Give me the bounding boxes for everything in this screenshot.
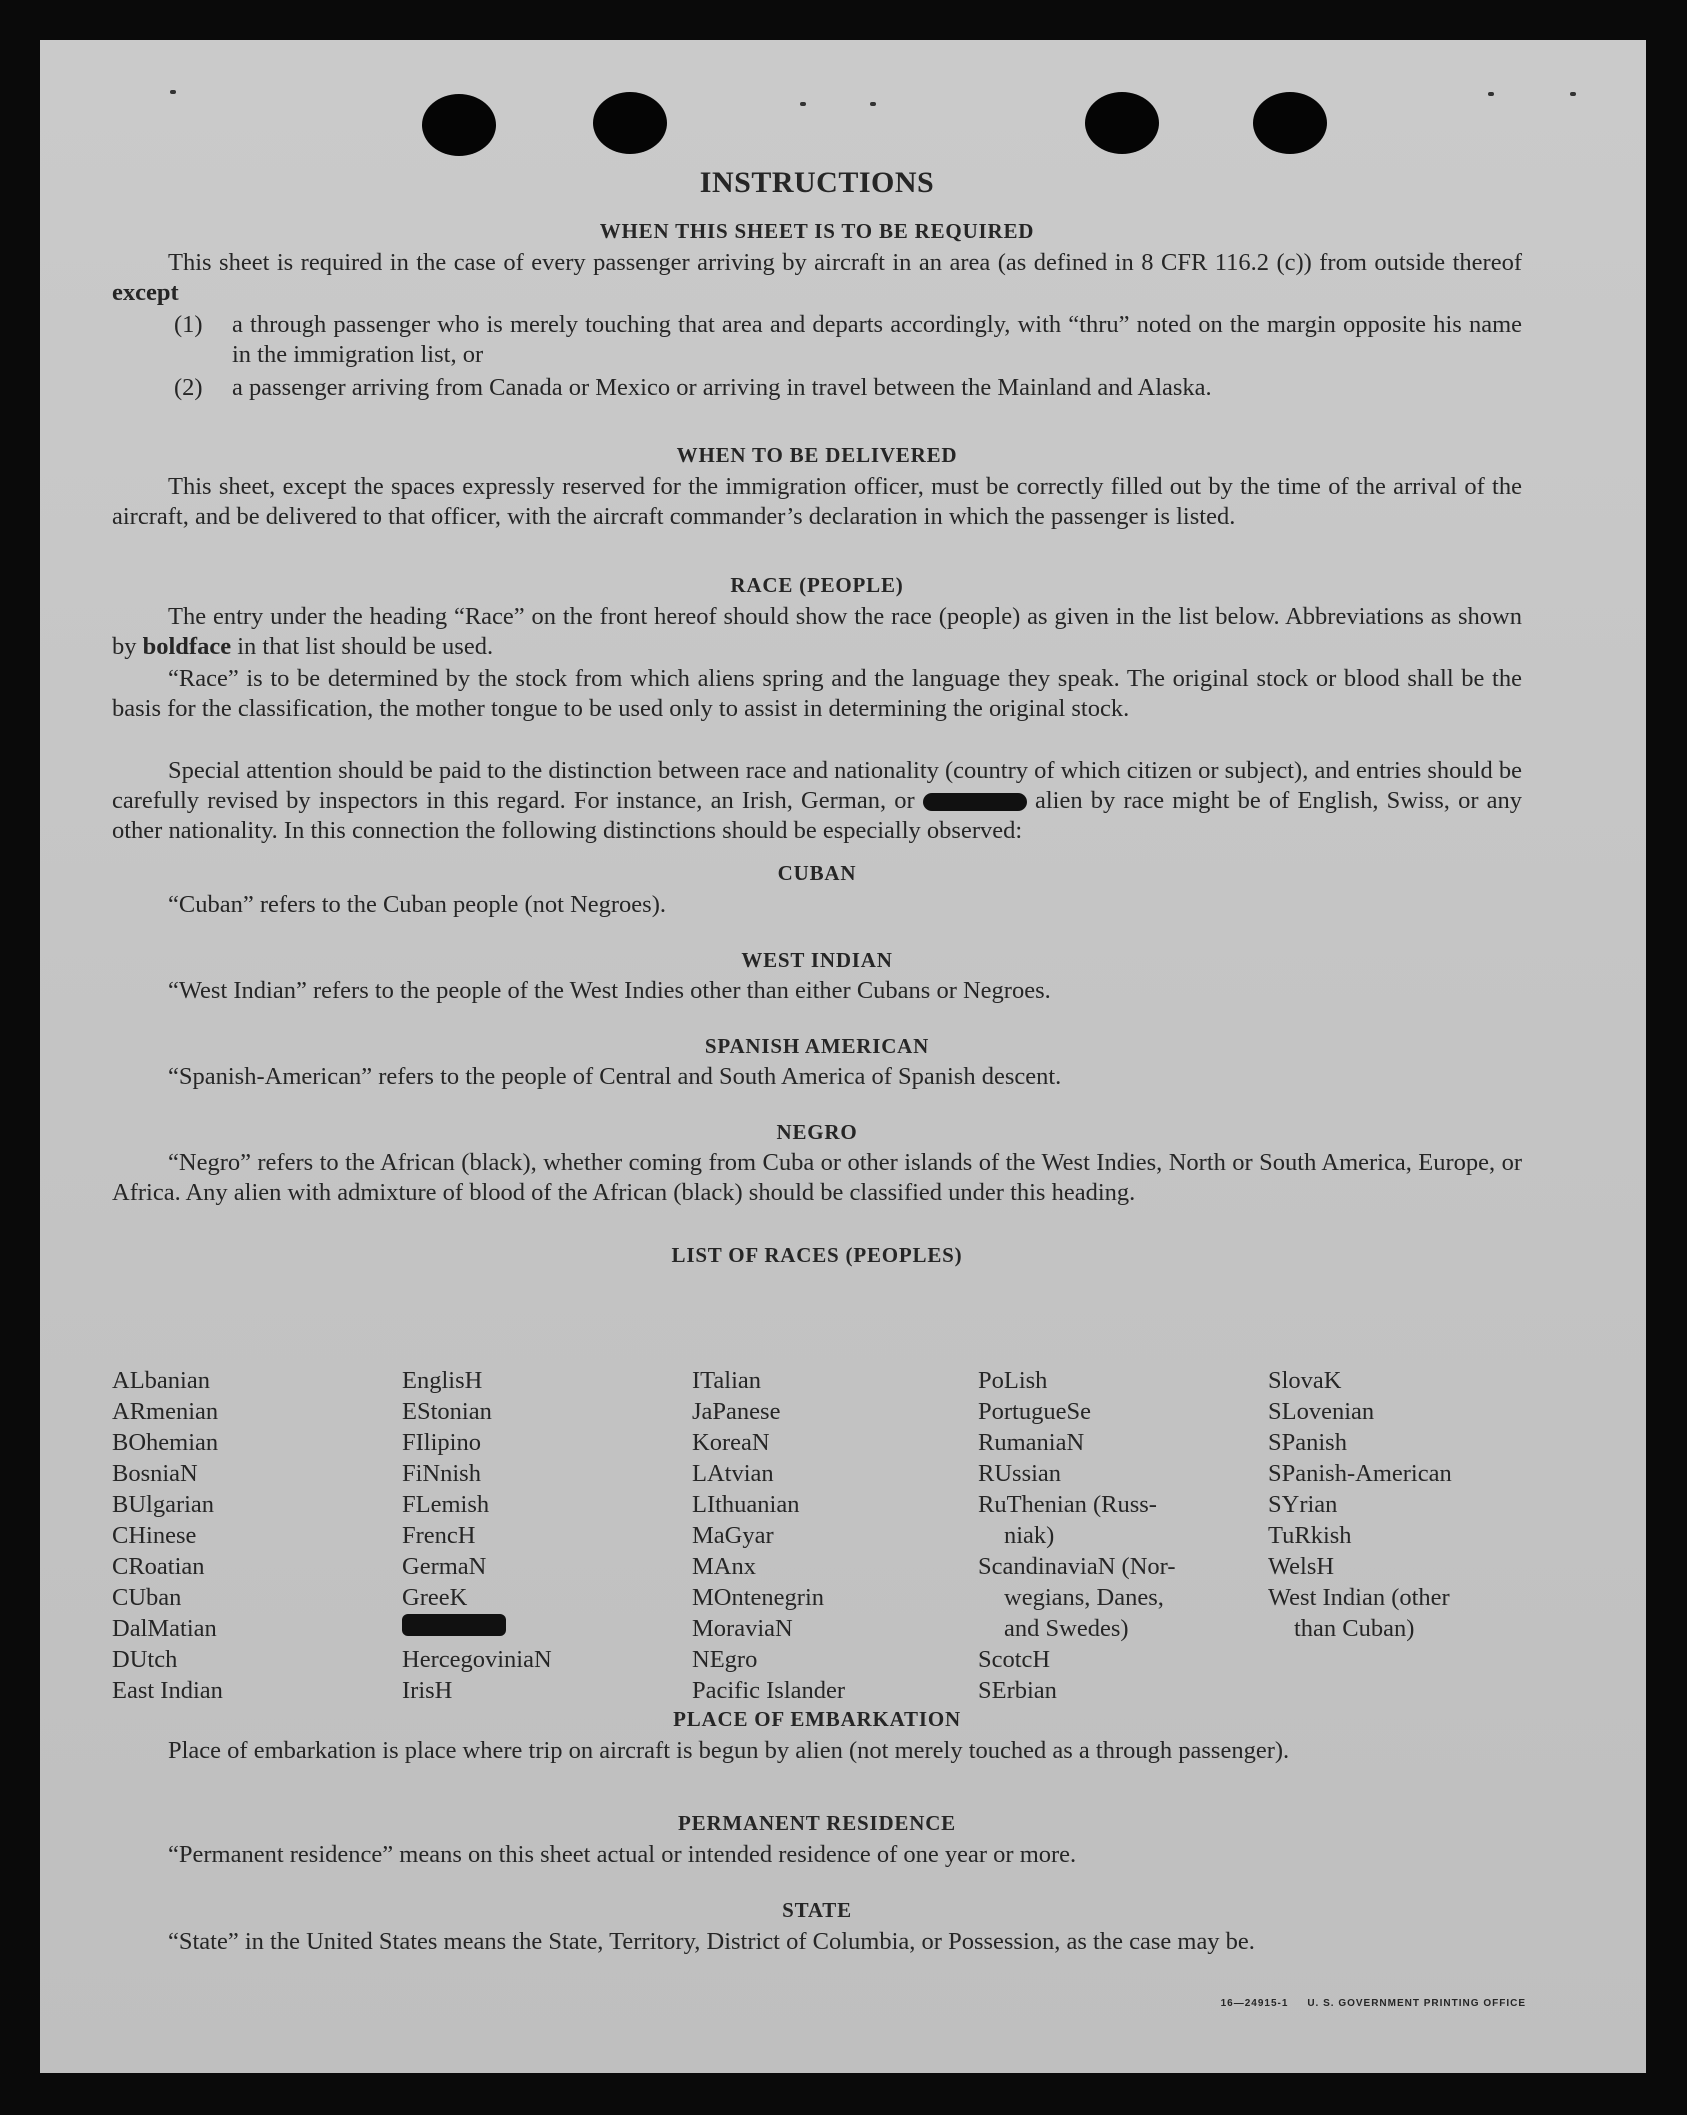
heading-west-indian: WEST INDIAN: [741, 948, 893, 972]
heading-embarkation: PLACE OF EMBARKATION: [673, 1707, 961, 1731]
race-entry: ScandinaviaN (Nor-: [978, 1553, 1176, 1580]
race-entry: West Indian (other: [1268, 1584, 1450, 1611]
race-entry: SlovaK: [1268, 1367, 1342, 1394]
race-entry: ARmenian: [112, 1398, 219, 1425]
race-entry: SLovenian: [1268, 1398, 1375, 1425]
when-required-intro: This sheet is required in the case of every passenger arriving by aircraft in an area (as defined in 8 CFR 116.2 (c)) from outside thereof except: [112, 249, 1522, 306]
race-paragraph-1: The entry under the heading “Race” on the front hereof should show the race (people) as given in the list below. Abbreviations as shown by boldface in that list should be used.: [112, 603, 1522, 660]
race-entry: RUssian: [978, 1460, 1062, 1487]
race-entry: Pacific Islander: [692, 1677, 846, 1704]
race-entry: GermaN: [402, 1553, 487, 1580]
race-entry-continued: than Cuban): [1294, 1615, 1415, 1642]
document-page: [40, 40, 1646, 2073]
form-number: 16—24915-1: [1220, 1998, 1289, 2009]
race-entry: LIthuanian: [692, 1491, 800, 1518]
race-entry: FiNnish: [402, 1460, 481, 1487]
west-indian-text: “West Indian” refers to the people of the West Indies other than either Cubans or Negroes.: [168, 977, 1051, 1004]
punch-hole: [1253, 92, 1327, 154]
race-entry: SPanish: [1268, 1429, 1347, 1456]
race-entry: ITalian: [692, 1367, 762, 1394]
race-column-2: [402, 1366, 692, 1707]
exception-item-1: (1) a through passenger who is merely touching that area and departs accordingly, with “thru” noted on the margin opposite his name in the immigration list, or: [174, 311, 1522, 368]
when-delivered-text: This sheet, except the spaces expressly reserved for the immigration officer, must be correctly filled out by the time of the arrival of the aircraft, and be delivered to that officer, with the aircraft commander’s declaration in which the passenger is listed.: [112, 473, 1522, 530]
race-entry: CUban: [112, 1584, 182, 1611]
redaction-mark: [923, 793, 1027, 811]
race-entry: ALbanian: [112, 1367, 210, 1394]
race-entry: BOhemian: [112, 1429, 219, 1456]
ink-speck: [800, 102, 806, 106]
heading-state: STATE: [782, 1898, 852, 1922]
heading-negro: NEGRO: [776, 1120, 858, 1144]
spanish-american-text: “Spanish-American” refers to the people of Central and South America of Spanish descent.: [168, 1063, 1062, 1090]
race-entry: MaGyar: [692, 1522, 774, 1549]
ink-speck: [1570, 92, 1576, 96]
exception-item-2: (2) a passenger arriving from Canada or Mexico or arriving in travel between the Mainland and Alaska.: [174, 374, 1212, 401]
race-entry: CRoatian: [112, 1553, 205, 1580]
race-entry: GreeK: [402, 1584, 468, 1611]
punch-hole: [593, 92, 667, 154]
negro-text: “Negro” refers to the African (black), whether coming from Cuba or other islands of the West Indies, North or South America, Europe, or Africa. Any alien with admixture of blood of the African (black) should be classified under this heading.: [112, 1149, 1522, 1206]
heading-permanent-residence: PERMANENT RESIDENCE: [678, 1811, 956, 1835]
race-entry: NEgro: [692, 1646, 758, 1673]
ink-speck: [870, 102, 876, 106]
race-entry-continued: and Swedes): [1004, 1615, 1129, 1642]
heading-cuban: CUBAN: [777, 861, 857, 885]
race-entry: LAtvian: [692, 1460, 774, 1487]
race-entry: JaPanese: [692, 1398, 781, 1425]
state-text: “State” in the United States means the State, Territory, District of Columbia, or Possession, as the case may be.: [168, 1928, 1255, 1955]
race-entry: KoreaN: [692, 1429, 770, 1456]
race-column-3: [692, 1366, 982, 1707]
punch-hole: [1085, 92, 1159, 154]
race-entry: DUtch: [112, 1646, 178, 1673]
race-entry: HercegoviniaN: [402, 1646, 552, 1673]
heading-race: RACE (PEOPLE): [730, 573, 904, 597]
permanent-residence-text: “Permanent residence” means on this sheet actual or intended residence of one year or more.: [168, 1841, 1077, 1868]
cuban-text: “Cuban” refers to the Cuban people (not Negroes).: [168, 891, 666, 918]
race-entry: SYrian: [1268, 1491, 1338, 1518]
race-entry: PortugueSe: [978, 1398, 1091, 1425]
race-column-1: [112, 1366, 402, 1707]
race-entry: ScotcH: [978, 1646, 1051, 1673]
race-entry: MoraviaN: [692, 1615, 793, 1642]
redacted-entry: [402, 1614, 692, 1645]
heading-list-of-races: LIST OF RACES (PEOPLES): [671, 1243, 963, 1267]
race-entry: PoLish: [978, 1367, 1048, 1394]
page-title: INSTRUCTIONS: [699, 166, 935, 199]
punch-hole: [422, 94, 496, 156]
race-entry: SErbian: [978, 1677, 1057, 1704]
race-entry: EStonian: [402, 1398, 492, 1425]
race-entry: FIlipino: [402, 1429, 481, 1456]
heading-when-required: WHEN THIS SHEET IS TO BE REQUIRED: [599, 219, 1035, 243]
race-entry: SPanish-American: [1268, 1460, 1452, 1487]
ink-speck: [170, 90, 176, 94]
race-entry: TuRkish: [1268, 1522, 1352, 1549]
race-entry: FrencH: [402, 1522, 476, 1549]
race-entry: BosniaN: [112, 1460, 198, 1487]
race-entry: IrisH: [402, 1677, 453, 1704]
printer-imprint: [1221, 1998, 1526, 2009]
redaction-mark: [402, 1614, 506, 1636]
race-entry: DalMatian: [112, 1615, 217, 1642]
heading-spanish-american: SPANISH AMERICAN: [704, 1034, 930, 1058]
race-column-4: [978, 1366, 1268, 1707]
race-entry-continued: niak): [1004, 1522, 1055, 1549]
race-entry: CHinese: [112, 1522, 197, 1549]
race-paragraph-3: Special attention should be paid to the distinction between race and nationality (country of which citizen or subject), and entries should be carefully revised by inspectors in this regard. For instance, an Irish, German, or alien by race might be of English, Swiss, or any other nationality. In this connection the following distinctions should be especially observed:: [112, 757, 1522, 844]
race-entry: RumaniaN: [978, 1429, 1085, 1456]
race-entry-continued: wegians, Danes,: [1004, 1584, 1164, 1611]
heading-when-delivered: WHEN TO BE DELIVERED: [676, 443, 958, 467]
race-entry: RuThenian (Russ-: [978, 1491, 1157, 1518]
printer-name: U. S. GOVERNMENT PRINTING OFFICE: [1307, 1998, 1526, 2009]
race-entry: FLemish: [402, 1491, 490, 1518]
race-column-5: [1268, 1366, 1558, 1645]
race-paragraph-2: “Race” is to be determined by the stock from which aliens spring and the language they speak. The original stock or blood shall be the basis for the classification, the mother tongue to be used only to assist in determining the original stock.: [112, 665, 1522, 722]
race-entry: MAnx: [692, 1553, 756, 1580]
race-entry: WelsH: [1268, 1553, 1335, 1580]
race-entry: MOntenegrin: [692, 1584, 824, 1611]
race-entry: BUlgarian: [112, 1491, 215, 1518]
race-entry: East Indian: [112, 1677, 223, 1704]
race-entry: EnglisH: [402, 1367, 483, 1394]
ink-speck: [1488, 92, 1494, 96]
embarkation-text: Place of embarkation is place where trip on aircraft is begun by alien (not merely touched as a through passenger).: [168, 1737, 1290, 1764]
